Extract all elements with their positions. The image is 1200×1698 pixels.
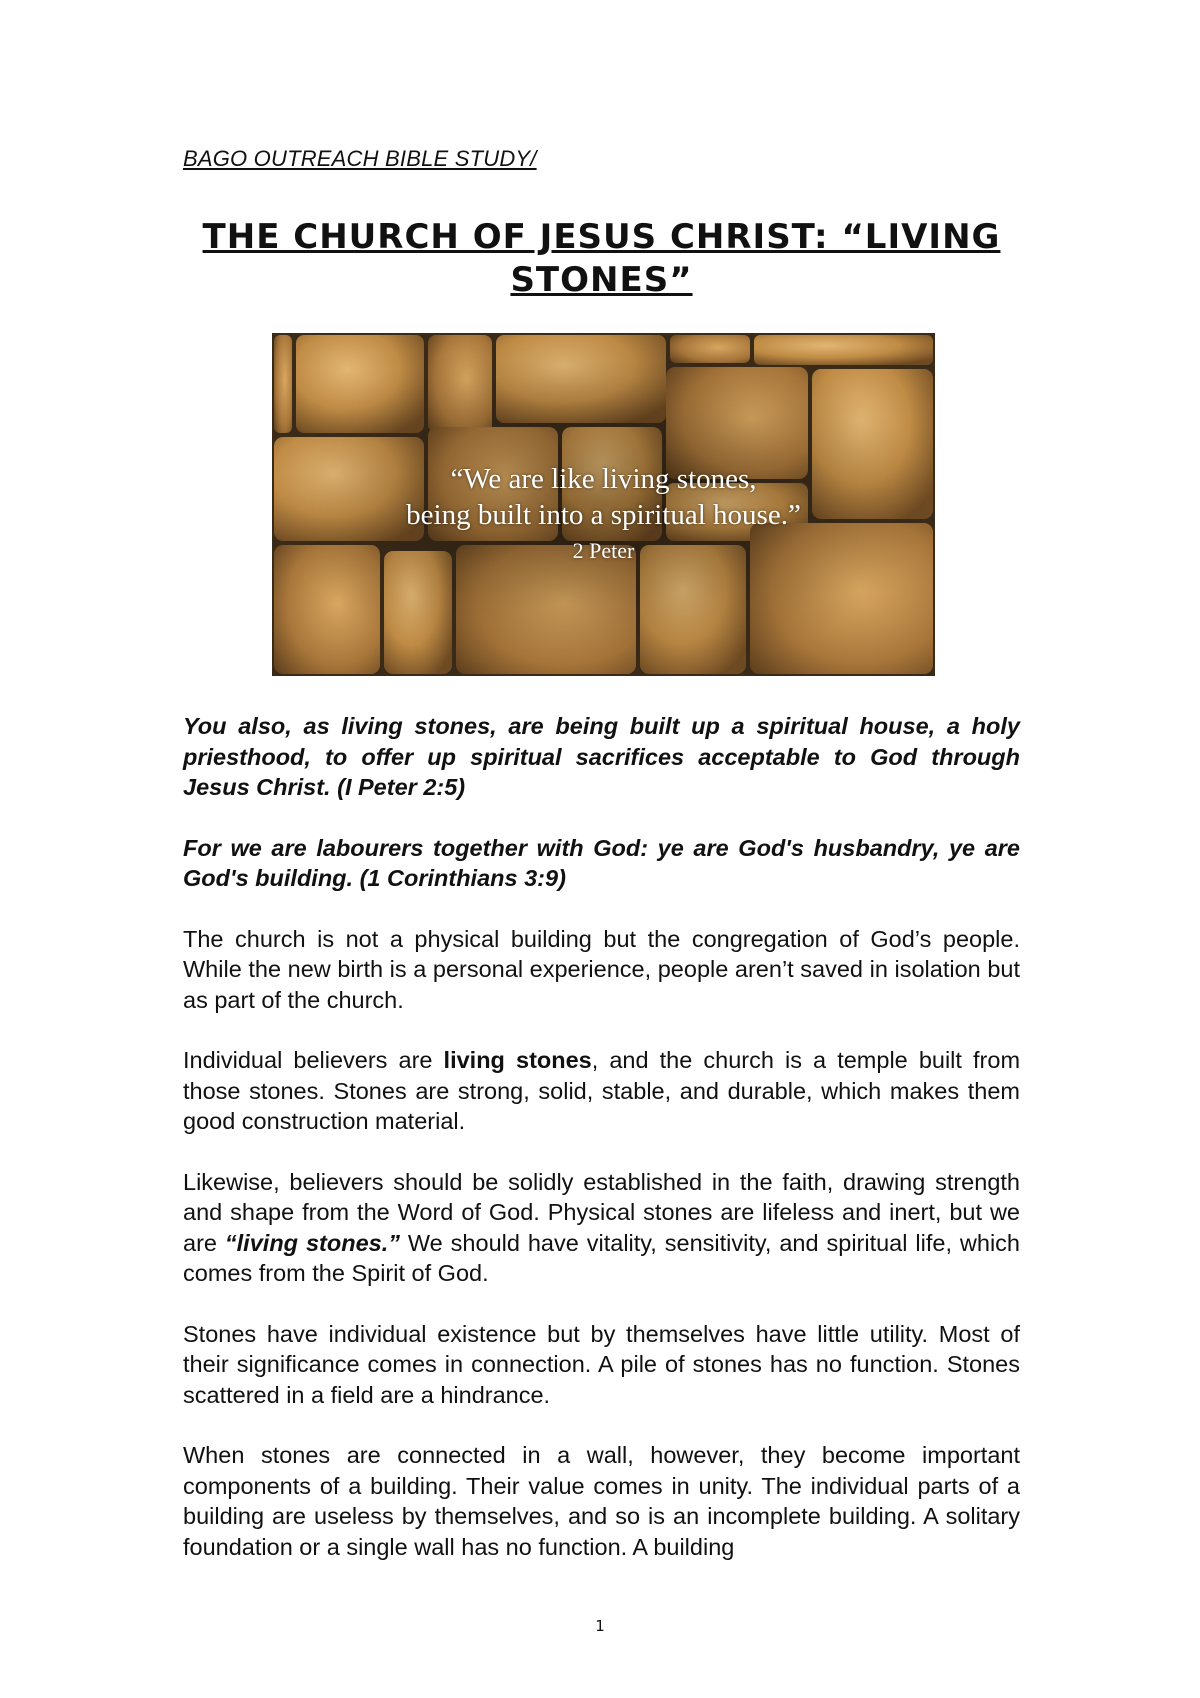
page-number: 1 (595, 1617, 605, 1635)
paragraph-living-stones (183, 1045, 1020, 1137)
paragraph-stones-connected: When stones are connected in a wall, however, they become important components of a building. Their value comes in unity. The individual parts of a building are useless by themselves, and so is an incomplete building. A solitary foundation or a single wall has no function. A building (183, 1442, 1020, 1560)
image-quote-reference: 2 Peter (572, 538, 635, 563)
image-quote-line2: being built into a spiritual house.” (406, 499, 801, 531)
paragraph-believers-established (183, 1167, 1020, 1289)
paragraph-church-definition: The church is not a physical building but the congregation of God’s people. While the new birth is a personal experience, people aren’t saved in isolation but as part of the church. (183, 925, 1020, 1013)
paragraph-believers-start: Likewise, believers should be solidly established in the faith, drawing strength and shape from the Word of God. Physical stones are lifeless and inert, but we are (183, 1168, 1020, 1256)
image-quote-line1: “We are like living stones, (450, 463, 757, 495)
paragraph-stones-existence: Stones have individual existence but by themselves have little utility. Most of their significance comes in connection. A pile of stones has no function. Stones scattered in a field are a hindrance. (183, 1320, 1020, 1408)
living-stones-image (272, 333, 935, 676)
paragraph-believers-emphasis: “living stones.” (224, 1229, 400, 1256)
paragraph-believers-end: We should have vitality, sensitivity, and spiritual life, which comes from the Spirit of God. (183, 1229, 1020, 1286)
document-header: BAGO OUTREACH BIBLE STUDY/ (183, 146, 537, 171)
paragraph-living-stones-emphasis: living stones (443, 1047, 592, 1073)
scripture-verse-1-corinthians: For we are labourers together with God: ye are God's husbandry, ye are God's building. (1 Corinthians 3:9) (183, 834, 1020, 891)
paragraph-living-stones-end: , and the church is a temple built from those stones. Stones are strong, solid, stable, and durable, which makes them good construction material. (183, 1047, 1021, 1134)
document-title: THE CHURCH OF JESUS CHRIST: “LIVING STONES” (202, 217, 1001, 300)
image-quote (272, 461, 935, 565)
scripture-verse-1-peter: You also, as living stones, are being built up a spiritual house, a holy priesthood, to offer up spiritual sacrifices acceptable to God through Jesus Christ. (I Peter 2:5) (183, 713, 1020, 800)
paragraph-living-stones-start: Individual believers are (183, 1047, 444, 1073)
document-body (183, 711, 1020, 1592)
